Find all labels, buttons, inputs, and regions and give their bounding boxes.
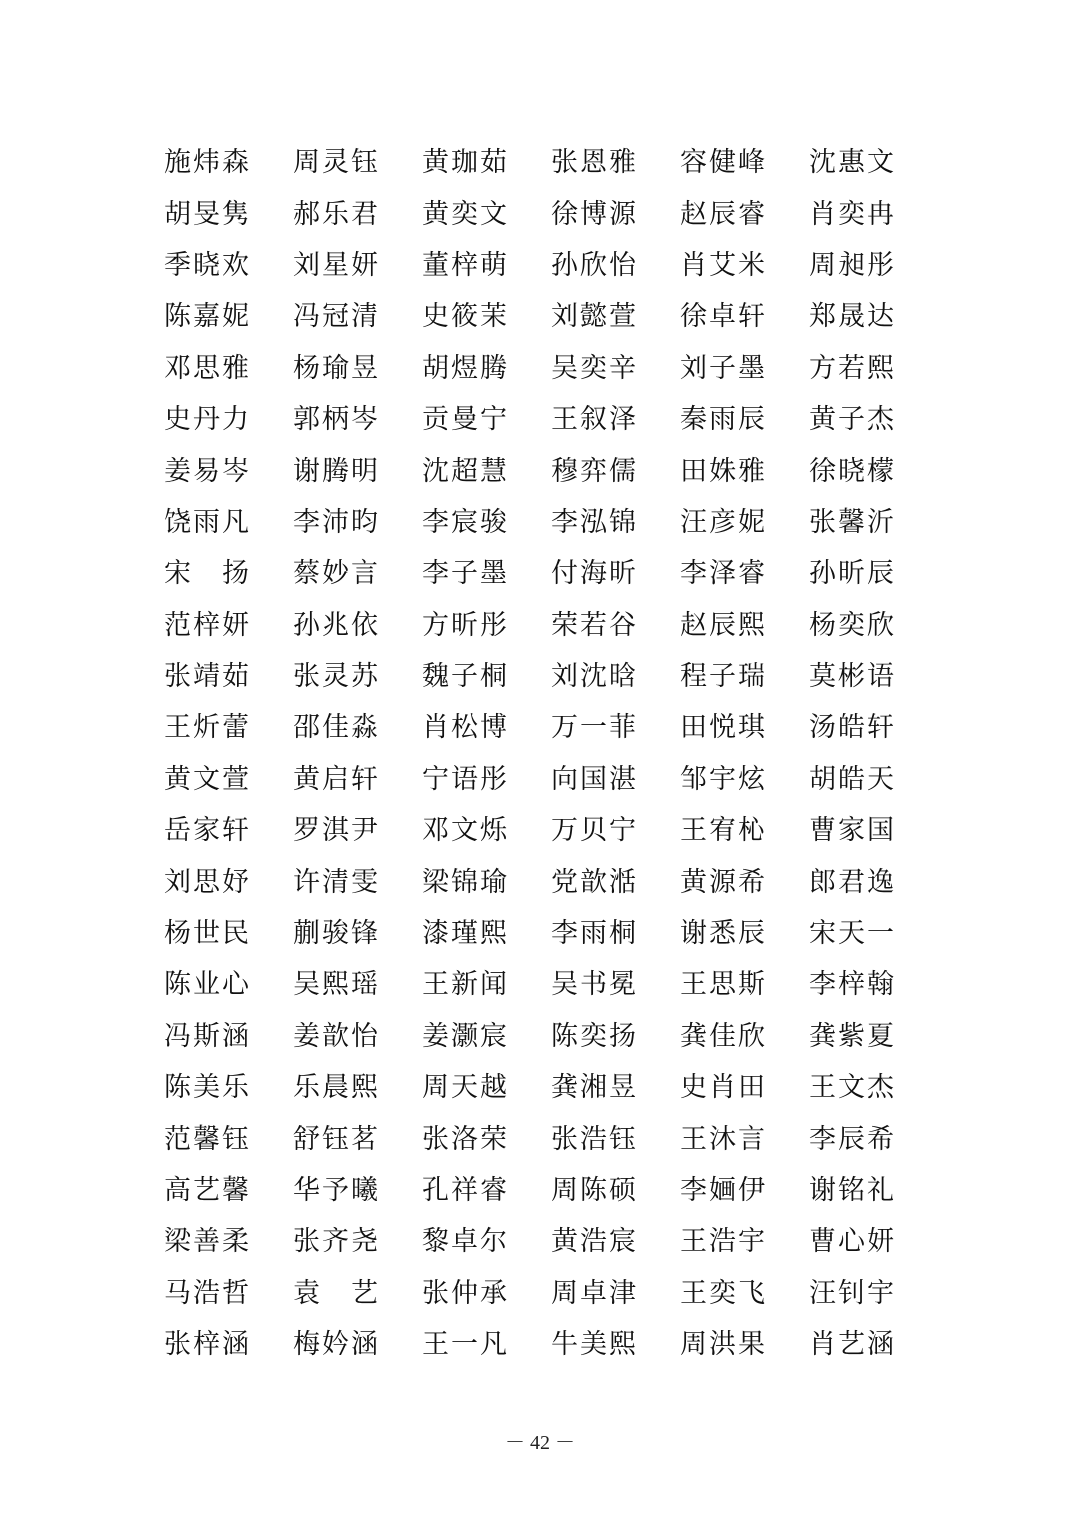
name-entry: 李宸骏 bbox=[422, 506, 509, 538]
name-row bbox=[164, 291, 904, 342]
name-entry: 陈美乐 bbox=[164, 1072, 251, 1104]
name-entry: 姜灏宸 bbox=[422, 1020, 509, 1052]
name-entry: 肖奕冉 bbox=[809, 198, 896, 230]
name-entry: 史肖田 bbox=[680, 1072, 767, 1104]
name-row bbox=[164, 1011, 904, 1062]
name-entry: 张洛荣 bbox=[422, 1123, 509, 1155]
name-entry: 袁 艺 bbox=[293, 1277, 380, 1309]
name-entry: 孙欣怡 bbox=[551, 249, 638, 281]
name-row bbox=[164, 1113, 904, 1164]
name-entry: 蔡妙言 bbox=[293, 558, 380, 590]
name-row bbox=[164, 1165, 904, 1216]
name-entry: 范梓妍 bbox=[164, 609, 251, 641]
name-row bbox=[164, 651, 904, 702]
name-entry: 肖艾米 bbox=[680, 249, 767, 281]
name-entry: 徐晓檬 bbox=[809, 455, 896, 487]
name-entry: 曹家国 bbox=[809, 815, 896, 847]
name-entry: 王浩宇 bbox=[680, 1226, 767, 1258]
name-entry: 王新闻 bbox=[422, 969, 509, 1001]
name-entry: 张浩钰 bbox=[551, 1123, 638, 1155]
name-entry: 王奕飞 bbox=[680, 1277, 767, 1309]
name-entry: 华予曦 bbox=[293, 1175, 380, 1206]
name-entry: 向国湛 bbox=[551, 763, 638, 795]
name-entry: 谢铭礼 bbox=[809, 1175, 896, 1206]
name-entry: 陈业心 bbox=[164, 969, 251, 1001]
name-entry: 漆瑾熙 bbox=[422, 918, 509, 950]
name-entry: 宋天一 bbox=[809, 918, 896, 950]
name-entry: 张靖茹 bbox=[164, 661, 251, 693]
name-entry: 李梓翰 bbox=[809, 969, 896, 1001]
name-row bbox=[164, 445, 904, 496]
name-row bbox=[164, 754, 904, 805]
name-entry: 姜歆怡 bbox=[293, 1020, 380, 1052]
name-entry: 梁锦瑜 bbox=[422, 866, 509, 898]
name-entry: 周天越 bbox=[422, 1072, 509, 1104]
name-row bbox=[164, 702, 904, 753]
name-entry: 梁善柔 bbox=[164, 1226, 251, 1258]
name-entry: 陈奕扬 bbox=[551, 1020, 638, 1052]
name-entry: 黄启轩 bbox=[293, 763, 380, 795]
name-entry: 邹宇炫 bbox=[680, 763, 767, 795]
name-entry: 黄珈茹 bbox=[422, 147, 509, 179]
name-row bbox=[164, 188, 904, 239]
name-entry: 魏子桐 bbox=[422, 661, 509, 693]
name-entry: 汪钊宇 bbox=[809, 1277, 896, 1309]
name-entry: 李沛昀 bbox=[293, 506, 380, 538]
name-entry: 胡煜腾 bbox=[422, 352, 509, 384]
name-entry: 沈超慧 bbox=[422, 455, 509, 487]
name-entry: 邵佳淼 bbox=[293, 712, 380, 744]
name-entry: 肖艺涵 bbox=[809, 1329, 896, 1361]
name-entry: 吴书冕 bbox=[551, 969, 638, 1001]
name-entry: 郝乐君 bbox=[293, 198, 380, 230]
name-entry: 刘懿萱 bbox=[551, 301, 638, 333]
name-entry: 史筱茉 bbox=[422, 301, 509, 333]
name-entry: 贡曼宁 bbox=[422, 404, 509, 436]
name-entry: 周昶彤 bbox=[809, 249, 896, 281]
name-entry: 李泓锦 bbox=[551, 506, 638, 538]
name-row bbox=[164, 343, 904, 394]
name-entry: 谢腾明 bbox=[293, 455, 380, 487]
name-entry: 刘沈晗 bbox=[551, 661, 638, 693]
name-entry: 沈惠文 bbox=[809, 147, 896, 179]
name-entry: 李雨桐 bbox=[551, 918, 638, 950]
name-entry: 季晓欢 bbox=[164, 249, 251, 281]
name-entry: 荣若谷 bbox=[551, 609, 638, 641]
name-entry: 曹心妍 bbox=[809, 1226, 896, 1258]
name-row bbox=[164, 137, 904, 188]
name-row bbox=[164, 1062, 904, 1113]
name-entry: 施炜森 bbox=[164, 147, 251, 179]
name-entry: 胡旻隽 bbox=[164, 198, 251, 230]
name-entry: 万一菲 bbox=[551, 712, 638, 744]
name-entry: 王炘蕾 bbox=[164, 712, 251, 744]
name-entry: 田姝雅 bbox=[680, 455, 767, 487]
name-entry: 田悦琪 bbox=[680, 712, 767, 744]
name-entry: 汪彦妮 bbox=[680, 506, 767, 538]
name-row bbox=[164, 600, 904, 651]
name-entry: 秦雨辰 bbox=[680, 404, 767, 436]
name-entry: 容健峰 bbox=[680, 147, 767, 179]
name-entry: 孙昕辰 bbox=[809, 558, 896, 590]
name-entry: 龚湘昱 bbox=[551, 1072, 638, 1104]
name-entry: 杨世民 bbox=[164, 918, 251, 950]
name-entry: 李子墨 bbox=[422, 558, 509, 590]
name-entry: 龚紫夏 bbox=[809, 1020, 896, 1052]
name-entry: 马浩哲 bbox=[164, 1277, 251, 1309]
name-entry: 赵辰熙 bbox=[680, 609, 767, 641]
name-row bbox=[164, 856, 904, 907]
name-entry: 黄文萱 bbox=[164, 763, 251, 795]
name-entry: 岳家轩 bbox=[164, 815, 251, 847]
name-entry: 肖松博 bbox=[422, 712, 509, 744]
name-entry: 王宥杺 bbox=[680, 815, 767, 847]
name-entry: 郑晟达 bbox=[809, 301, 896, 333]
name-entry: 宁语彤 bbox=[422, 763, 509, 795]
name-entry: 舒钰茗 bbox=[293, 1123, 380, 1155]
name-entry: 李辰希 bbox=[809, 1123, 896, 1155]
name-entry: 黄子杰 bbox=[809, 404, 896, 436]
name-entry: 董梓萌 bbox=[422, 249, 509, 281]
name-entry: 邓思雅 bbox=[164, 352, 251, 384]
name-entry: 徐博源 bbox=[551, 198, 638, 230]
name-entry: 高艺馨 bbox=[164, 1175, 251, 1206]
name-entry: 梅妗涵 bbox=[293, 1329, 380, 1361]
name-entry: 程子瑞 bbox=[680, 661, 767, 693]
name-entry: 周陈硕 bbox=[551, 1175, 638, 1206]
name-entry: 饶雨凡 bbox=[164, 506, 251, 538]
name-entry: 王一凡 bbox=[422, 1329, 509, 1361]
name-entry: 黄奕文 bbox=[422, 198, 509, 230]
name-entry: 罗淇尹 bbox=[293, 815, 380, 847]
name-entry: 刘星妍 bbox=[293, 249, 380, 281]
name-entry: 邓文烁 bbox=[422, 815, 509, 847]
name-row bbox=[164, 394, 904, 445]
name-entry: 王沐言 bbox=[680, 1123, 767, 1155]
name-entry: 党歆湉 bbox=[551, 866, 638, 898]
name-entry: 郎君逸 bbox=[809, 866, 896, 898]
name-entry: 孙兆依 bbox=[293, 609, 380, 641]
name-entry: 冯冠清 bbox=[293, 301, 380, 333]
page-number: － 42 － bbox=[505, 1432, 575, 1454]
name-entry: 王思斯 bbox=[680, 969, 767, 1001]
name-entry: 方若熙 bbox=[809, 352, 896, 384]
name-row bbox=[164, 1268, 904, 1319]
name-entry: 穆弈儒 bbox=[551, 455, 638, 487]
name-entry: 赵辰睿 bbox=[680, 198, 767, 230]
name-entry: 黎卓尔 bbox=[422, 1226, 509, 1258]
name-entry: 蒯骏锋 bbox=[293, 918, 380, 950]
name-row bbox=[164, 805, 904, 856]
name-entry: 龚佳欣 bbox=[680, 1020, 767, 1052]
name-entry: 宋 扬 bbox=[164, 558, 251, 590]
name-entry: 孔祥睿 bbox=[422, 1175, 509, 1206]
name-entry: 谢悉辰 bbox=[680, 918, 767, 950]
name-entry: 莫彬语 bbox=[809, 661, 896, 693]
name-entry: 张梓涵 bbox=[164, 1329, 251, 1361]
name-entry: 乐晨熙 bbox=[293, 1072, 380, 1104]
name-entry: 黄源希 bbox=[680, 866, 767, 898]
name-entry: 徐卓轩 bbox=[680, 301, 767, 333]
name-row bbox=[164, 1216, 904, 1267]
name-entry: 周灵钰 bbox=[293, 147, 380, 179]
name-row bbox=[164, 959, 904, 1010]
name-entry: 杨瑜昱 bbox=[293, 352, 380, 384]
name-entry: 刘子墨 bbox=[680, 352, 767, 384]
name-entry: 吴熙瑶 bbox=[293, 969, 380, 1001]
name-entry: 付海昕 bbox=[551, 558, 638, 590]
name-entry: 万贝宁 bbox=[551, 815, 638, 847]
name-entry: 汤皓轩 bbox=[809, 712, 896, 744]
name-entry: 方昕彤 bbox=[422, 609, 509, 641]
name-entry: 刘思妤 bbox=[164, 866, 251, 898]
name-entry: 史丹力 bbox=[164, 404, 251, 436]
name-entry: 张灵苏 bbox=[293, 661, 380, 693]
name-entry: 张恩雅 bbox=[551, 147, 638, 179]
name-entry: 陈嘉妮 bbox=[164, 301, 251, 333]
name-entry: 黄浩宸 bbox=[551, 1226, 638, 1258]
name-entry: 许清雯 bbox=[293, 866, 380, 898]
name-entry: 李婳伊 bbox=[680, 1175, 767, 1206]
name-entry: 胡皓天 bbox=[809, 763, 896, 795]
name-entry: 张仲承 bbox=[422, 1277, 509, 1309]
name-entry: 冯斯涵 bbox=[164, 1020, 251, 1052]
name-entry: 王叙泽 bbox=[551, 404, 638, 436]
name-row bbox=[164, 240, 904, 291]
name-row bbox=[164, 548, 904, 599]
name-entry: 周洪果 bbox=[680, 1329, 767, 1361]
name-entry: 吴奕辛 bbox=[551, 352, 638, 384]
name-entry: 郭柄岑 bbox=[293, 404, 380, 436]
name-entry: 范馨钰 bbox=[164, 1123, 251, 1155]
name-entry: 李泽睿 bbox=[680, 558, 767, 590]
name-row bbox=[164, 1319, 904, 1370]
name-entry: 姜易岑 bbox=[164, 455, 251, 487]
name-row bbox=[164, 497, 904, 548]
name-entry: 周卓津 bbox=[551, 1277, 638, 1309]
names-list bbox=[164, 137, 904, 1370]
name-row bbox=[164, 908, 904, 959]
name-entry: 杨奕欣 bbox=[809, 609, 896, 641]
name-entry: 张齐尧 bbox=[293, 1226, 380, 1258]
name-entry: 王文杰 bbox=[809, 1072, 896, 1104]
name-entry: 牛美熙 bbox=[551, 1329, 638, 1361]
name-entry: 张馨沂 bbox=[809, 506, 896, 538]
